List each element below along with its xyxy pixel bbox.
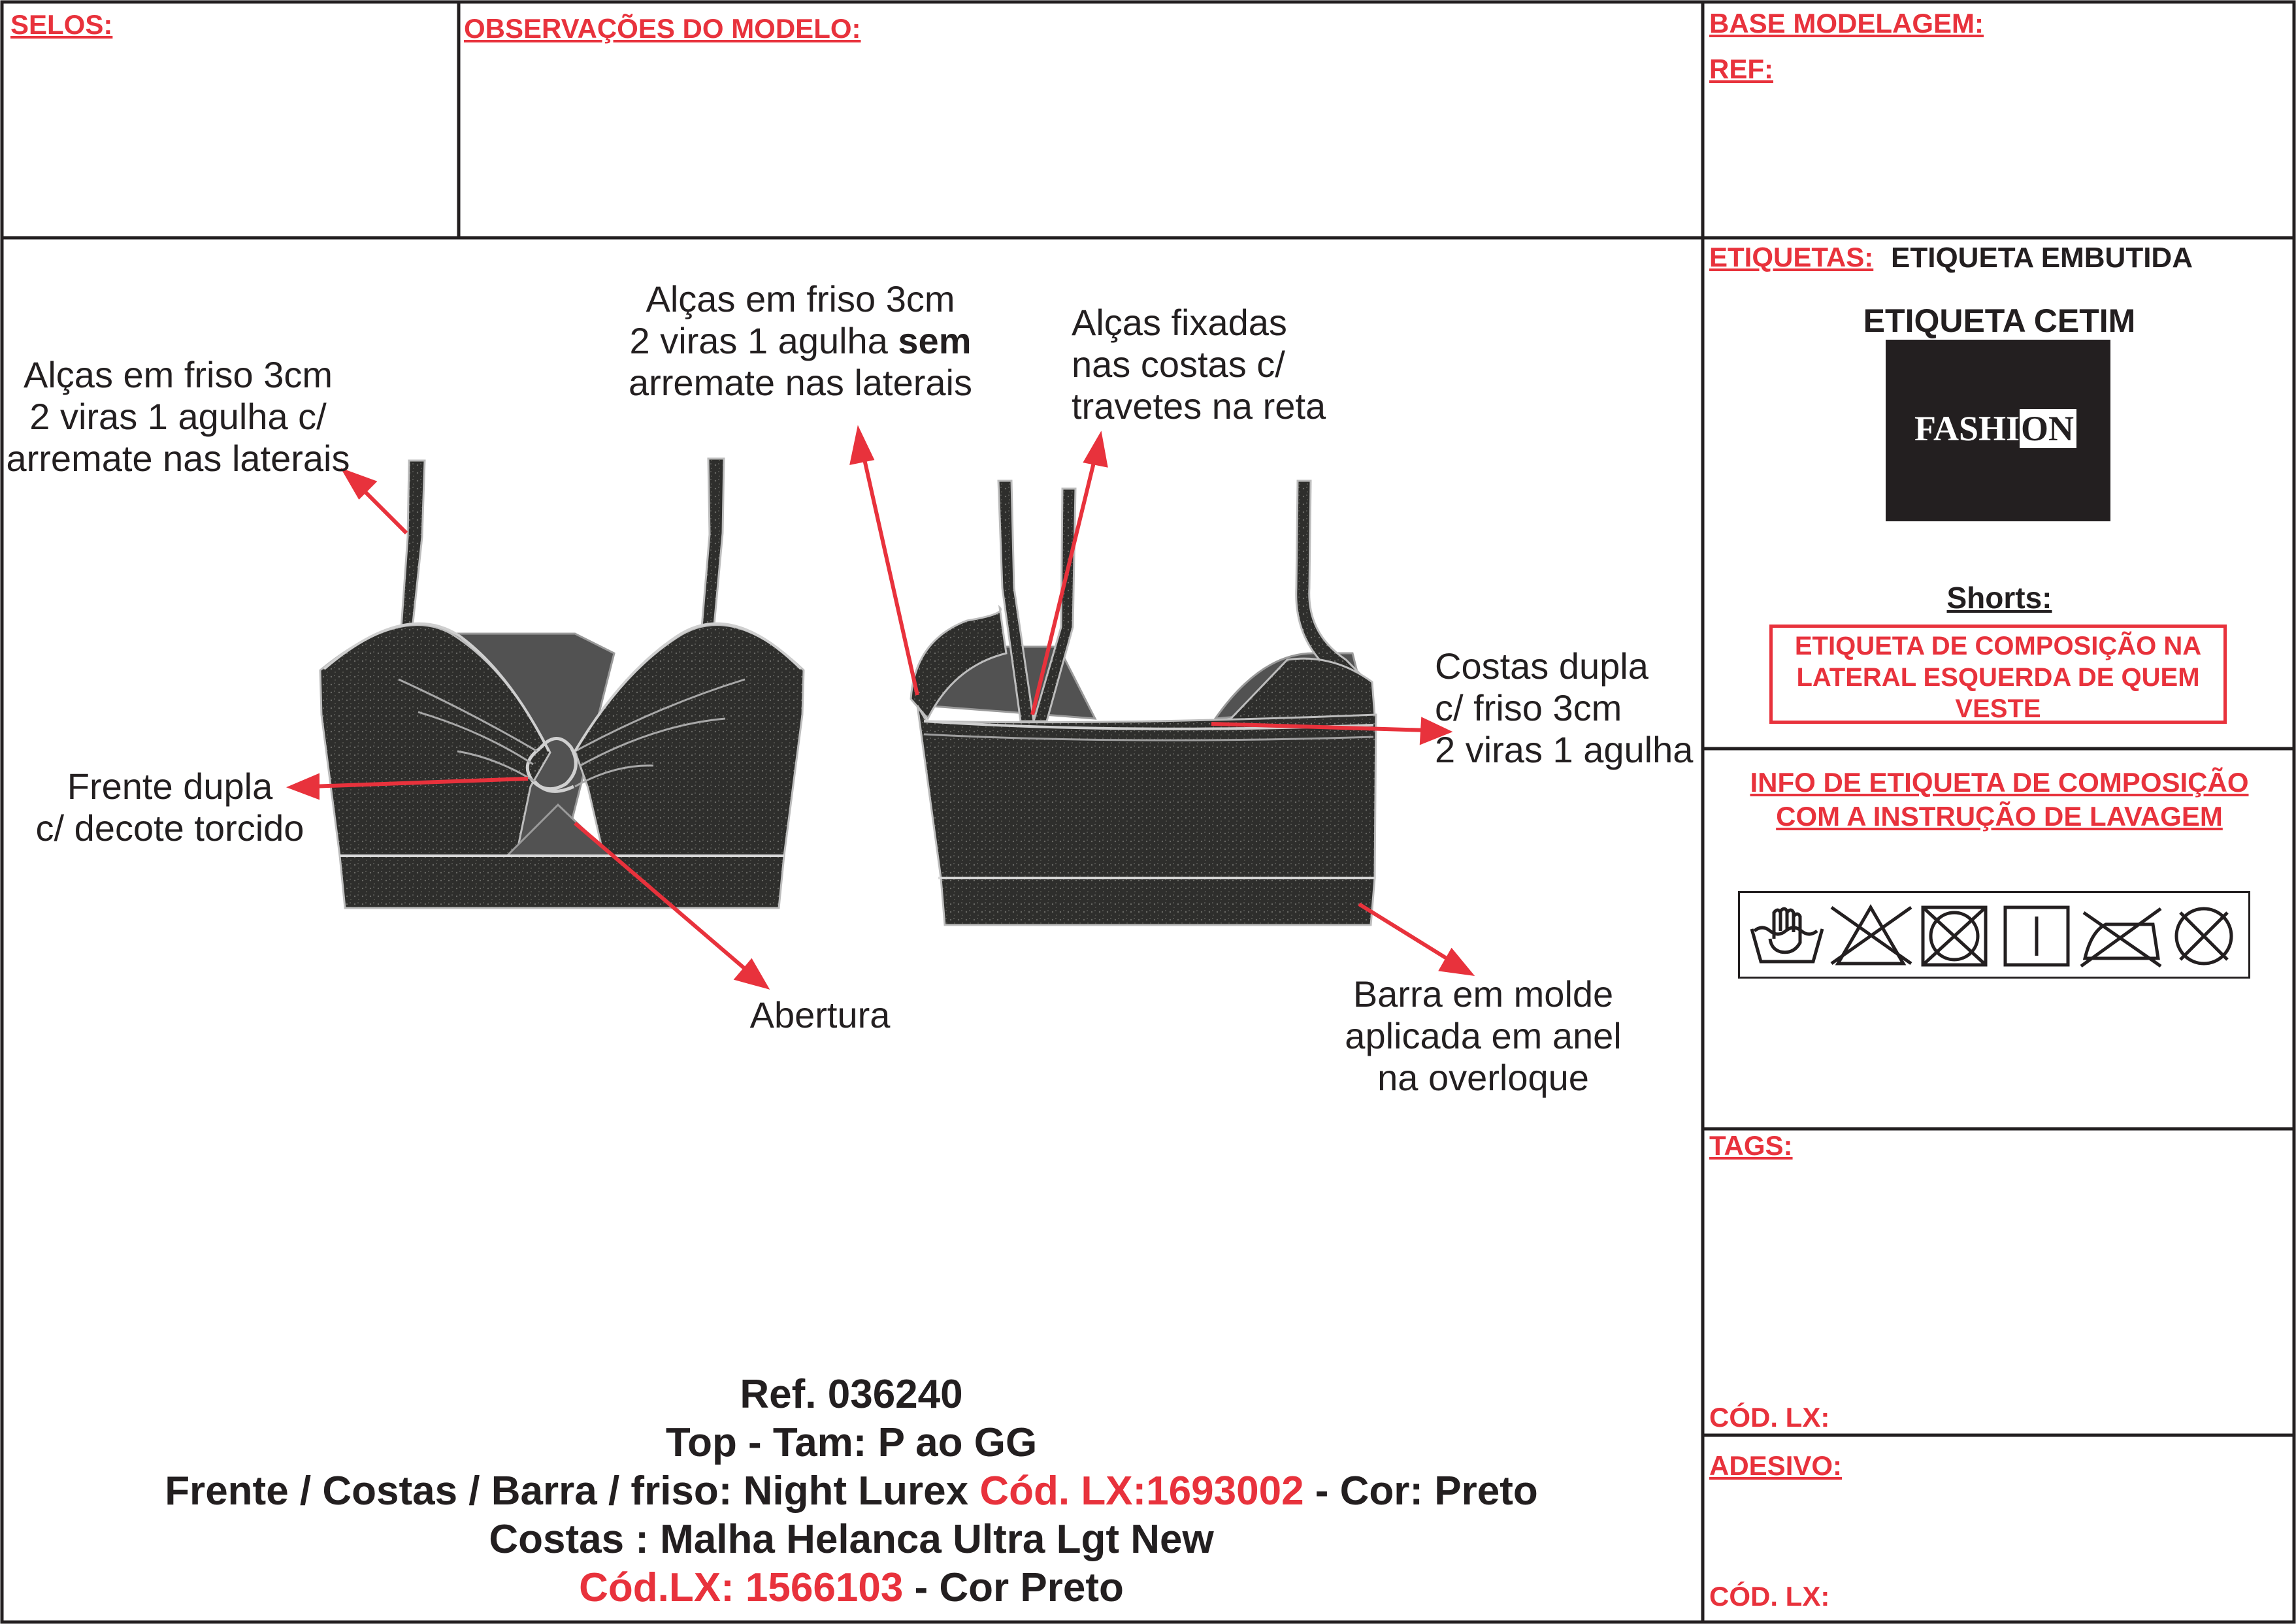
wash-instructions-box: [1738, 891, 2250, 979]
wash-symbols: [1740, 893, 2250, 978]
ref-label: REF:: [1709, 54, 1773, 84]
footer-text: Frente / Costas / Barra / friso: Night Lurex: [165, 1469, 980, 1514]
note-line: Frente dupla: [67, 766, 273, 807]
front-hem-band: [340, 856, 784, 908]
base-modelagem-label: BASE MODELAGEM:: [1709, 8, 1984, 39]
note-line: [608, 320, 993, 362]
note-text-regular: 2 viras 1 agulha: [629, 320, 898, 361]
composition-line: LATERAL ESQUERDA DE QUEM: [1796, 663, 2200, 692]
note-line: aplicada em anel: [1345, 1015, 1622, 1056]
note-line: travetes na reta: [1072, 385, 1326, 427]
footer-ref: Ref. 036240: [740, 1372, 963, 1417]
note-line: c/ friso 3cm: [1435, 687, 1622, 728]
info-etiqueta-text: [1705, 766, 2293, 834]
footer-fabric-main: [0, 1467, 1703, 1516]
front-left-strap: [400, 461, 425, 647]
note-text-bold: sem: [898, 320, 972, 361]
observacoes-label: OBSERVAÇÕES DO MODELO:: [464, 13, 861, 44]
info-line: COM A INSTRUÇÃO DE LAVAGEM: [1776, 801, 2223, 832]
front-double-note: [20, 766, 320, 849]
no-tumble-dry-icon: [1923, 907, 1986, 965]
info-line: INFO DE ETIQUETA DE COMPOSIÇÃO: [1750, 767, 2249, 798]
footer-code: Cód.LX: 1566103: [579, 1565, 904, 1610]
note-line: Alças em friso 3cm: [24, 354, 333, 395]
composition-line: ETIQUETA DE COMPOSIÇÃO NA: [1794, 632, 2202, 660]
hem-note: [1313, 973, 1653, 1099]
brand-text-part-a: FASHI: [1914, 409, 2020, 448]
hand-wash-icon: [1752, 909, 1822, 962]
note-line: Alças fixadas: [1072, 302, 1287, 343]
note-line: c/ decote torcido: [35, 807, 304, 849]
note-line: na overloque: [1377, 1057, 1589, 1098]
tags-cod-label: CÓD. LX:: [1709, 1402, 1830, 1433]
tags-label: TAGS:: [1709, 1130, 1793, 1161]
no-bleach-icon: [1831, 907, 1911, 964]
front-straps-note: [0, 354, 356, 479]
note-line: Alças em friso 3cm: [646, 278, 955, 319]
footer-back-code: [0, 1564, 1703, 1612]
adesivo-label: ADESIVO:: [1709, 1450, 1843, 1481]
fashion-label-logo: [1886, 340, 2110, 521]
opening-note: Abertura: [749, 994, 891, 1035]
note-line: Barra em molde: [1353, 973, 1614, 1015]
no-dry-clean-icon: [2176, 909, 2231, 964]
line-dry-icon: [2005, 907, 2068, 965]
composition-label-box: [1769, 625, 2227, 724]
front-right-strap: [700, 459, 724, 643]
front-top-drawing: [320, 459, 804, 908]
back-top-drawing: [911, 481, 1376, 925]
no-iron-icon: [2081, 909, 2161, 966]
etiquetas-label: ETIQUETAS:: [1709, 242, 1874, 272]
footer-fabric-back: Costas : Malha Helanca Ultra Lgt New: [489, 1517, 1214, 1562]
note-line: arremate nas laterais: [6, 438, 350, 479]
back-body-panel: [917, 706, 1376, 878]
footer-text: - Cor: Preto: [1304, 1469, 1538, 1514]
etiqueta-embutida-text: ETIQUETA EMBUTIDA: [1891, 242, 2193, 274]
note-line: Costas dupla: [1435, 645, 1648, 687]
composition-line: VESTE: [1955, 694, 2041, 723]
note-line: 2 viras 1 agulha: [1435, 729, 1694, 770]
back-straps-note: [608, 278, 993, 404]
back-double-note: [1435, 645, 1693, 771]
brand-text-part-b: ON: [2020, 409, 2076, 448]
footer-size: Top - Tam: P ao GG: [665, 1420, 1038, 1465]
etiqueta-cetim-title: ETIQUETA CETIM: [1863, 302, 2136, 339]
footer-specs: [0, 1371, 1703, 1612]
selos-label: SELOS:: [10, 9, 113, 40]
note-line: 2 viras 1 agulha c/: [29, 396, 327, 437]
note-line: arremate nas laterais: [628, 362, 972, 403]
footer-code: Cód. LX:1693002: [979, 1469, 1304, 1514]
shorts-label: Shorts:: [1946, 581, 2052, 615]
back-hem-band: [941, 878, 1375, 925]
fixed-straps-note: [1072, 302, 1326, 427]
footer-text: - Cor Preto: [903, 1565, 1124, 1610]
note-line: nas costas c/: [1072, 344, 1285, 385]
adesivo-cod-label: CÓD. LX:: [1709, 1581, 1830, 1612]
